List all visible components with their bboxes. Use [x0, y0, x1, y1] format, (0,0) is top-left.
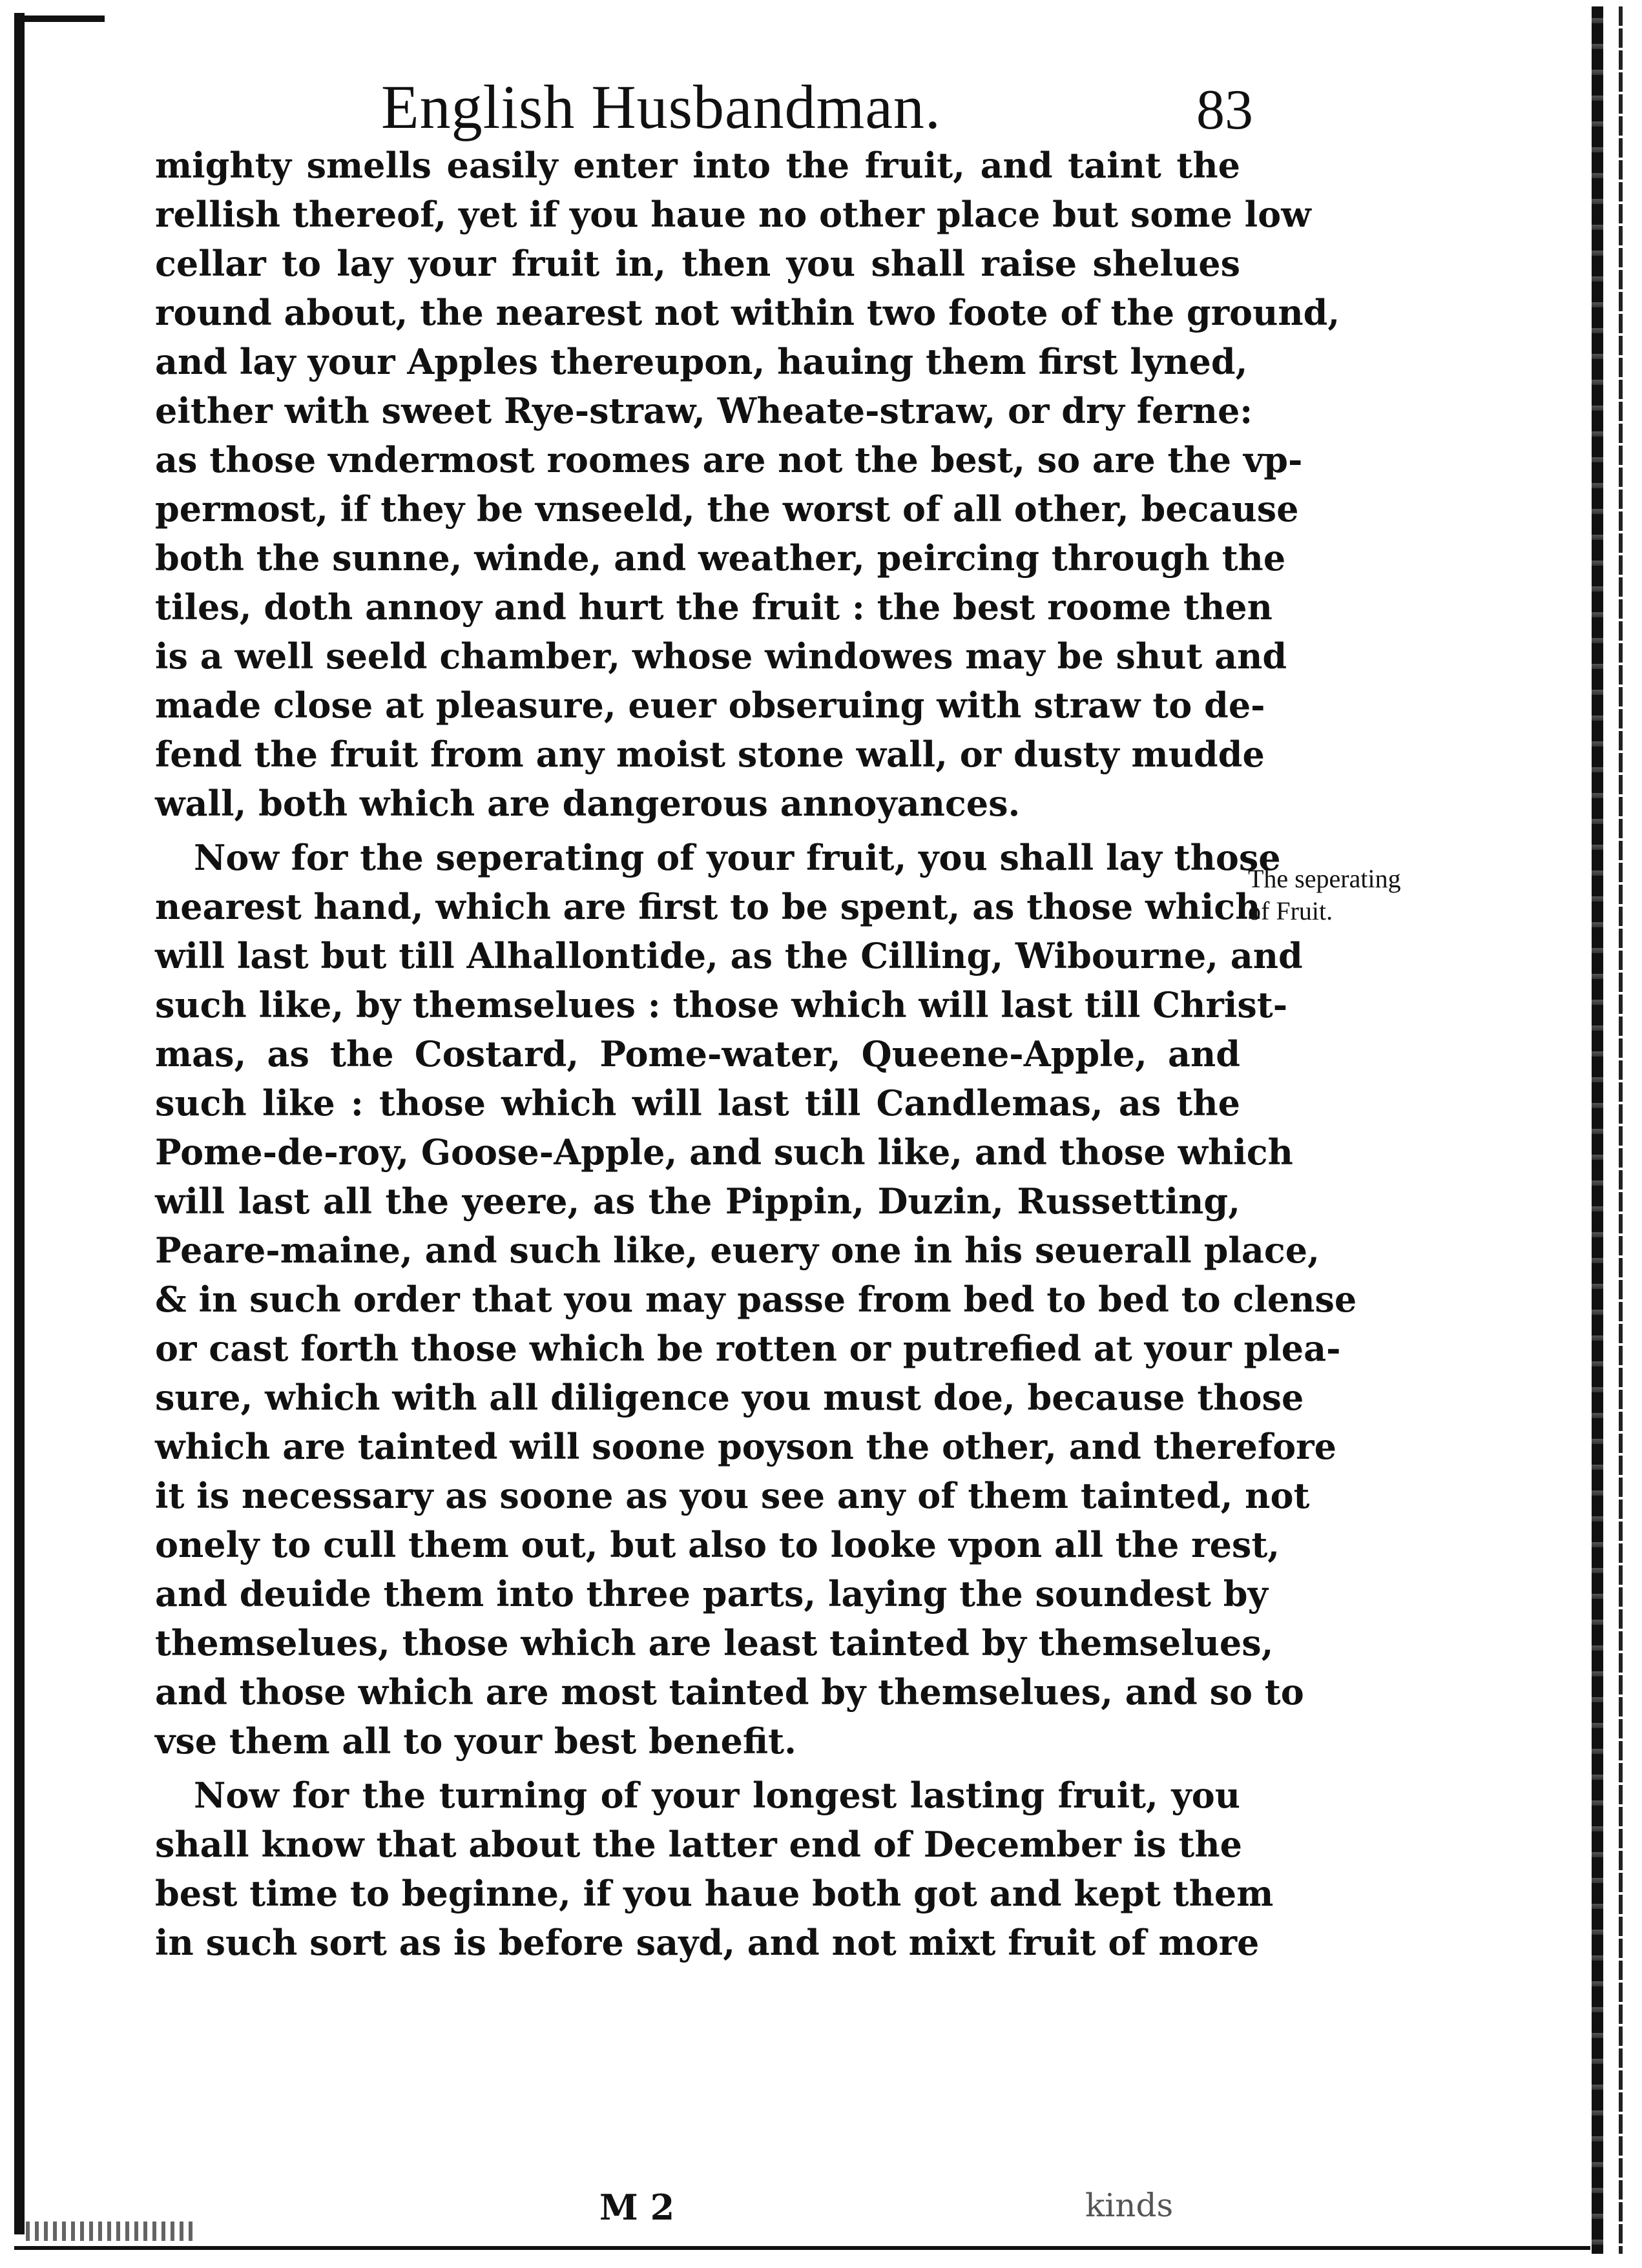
text-line: mas, as the Costard, Pome-water, Queene-Apple, and — [155, 1033, 1240, 1075]
text-line: Pome-de-roy, Goose-Apple, and such like, and those which — [155, 1131, 1293, 1173]
page-edge-bottom — [14, 2246, 1590, 2250]
text-line: themselues, those which are least tainted by themselues, — [155, 1622, 1274, 1664]
text-line: permost, if they be vnseeld, the worst of all other, because — [155, 488, 1299, 530]
text-line: & in such order that you may passe from bed to bed to clense — [155, 1279, 1357, 1320]
page-edge-right — [1592, 6, 1603, 2254]
text-line: either with sweet Rye-straw, Wheate-straw, or dry ferne: — [155, 390, 1253, 431]
text-line: round about, the nearest not within two foote of the ground, — [155, 292, 1340, 333]
text-line: which are tainted will soone poyson the other, and therefore — [155, 1426, 1336, 1467]
signature-mark: M 2 — [599, 2187, 675, 2228]
text-line: wall, both which are dangerous annoyances. — [155, 783, 1021, 824]
text-line: rellish thereof, yet if you haue no other place but some low — [155, 194, 1311, 235]
text-line: onely to cull them out, but also to looke vpon all the rest, — [155, 1524, 1280, 1565]
text-line: such like : those which will last till Candlemas, as the — [155, 1082, 1240, 1124]
text-line: mighty smells easily enter into the fruit, and taint the — [155, 145, 1240, 186]
text-line: will last all the yeere, as the Pippin, Duzin, Russetting, — [155, 1180, 1240, 1222]
text-line: sure, which with all diligence you must doe, because those — [155, 1377, 1304, 1418]
text-line: is a well seeld chamber, whose windowes may be shut and — [155, 635, 1287, 677]
running-title: English Husbandman. — [381, 72, 941, 141]
page-edge-left — [14, 13, 25, 2234]
text-line: it is necessary as soone as you see any of them tainted, not — [155, 1475, 1310, 1516]
text-line: such like, by themselues : those which will last till Christ- — [155, 984, 1288, 1026]
paragraph-gap — [155, 1766, 1240, 1771]
marginal-note-line: The seperating — [1248, 864, 1401, 893]
page-header — [381, 65, 1253, 142]
text-line: shall know that about the latter end of December is the — [155, 1824, 1242, 1865]
text-line: both the sunne, winde, and weather, peircing through the — [155, 537, 1286, 579]
scan-smudge — [26, 2222, 194, 2241]
text-line: tiles, doth annoy and hurt the fruit : the best roome then — [155, 586, 1273, 628]
text-line: in such sort as is before sayd, and not mixt fruit of more — [155, 1922, 1260, 1963]
page-edge-right-outer — [1619, 6, 1623, 2254]
text-line: fend the fruit from any moist stone wall, or dusty mudde — [155, 734, 1265, 775]
page-number: 83 — [1196, 79, 1253, 141]
text-line: Now for the turning of your longest lasting fruit, you — [194, 1775, 1240, 1816]
text-line: cellar to lay your fruit in, then you shall raise shelues — [155, 243, 1240, 284]
paragraph-gap — [155, 828, 1240, 833]
text-line: and those which are most tainted by themselues, and so to — [155, 1671, 1304, 1713]
catchword: kinds — [1085, 2187, 1174, 2224]
text-line: Now for the seperating of your fruit, you shall lay those — [194, 837, 1281, 878]
text-line: or cast forth those which be rotten or putrefied at your plea- — [155, 1328, 1341, 1369]
text-line: will last but till Alhallontide, as the Cilling, Wibourne, and — [155, 935, 1303, 976]
text-line: best time to beginne, if you haue both got and kept them — [155, 1873, 1274, 1914]
marginal-note — [1248, 863, 1442, 927]
text-line: as those vndermost roomes are not the best, so are the vp- — [155, 439, 1303, 480]
text-line: and lay your Apples thereupon, hauing them first lyned, — [155, 341, 1248, 382]
page-edge-corner — [14, 15, 105, 22]
text-line: Peare-maine, and such like, euery one in his seuerall place, — [155, 1230, 1320, 1271]
text-line: made close at pleasure, euer obseruing with straw to de- — [155, 685, 1265, 726]
text-line: nearest hand, which are first to be spent, as those which — [155, 886, 1261, 927]
text-line: vse them all to your best benefit. — [155, 1720, 796, 1762]
text-line: and deuide them into three parts, laying the soundest by — [155, 1573, 1268, 1614]
marginal-note-line: of Fruit. — [1248, 896, 1333, 925]
